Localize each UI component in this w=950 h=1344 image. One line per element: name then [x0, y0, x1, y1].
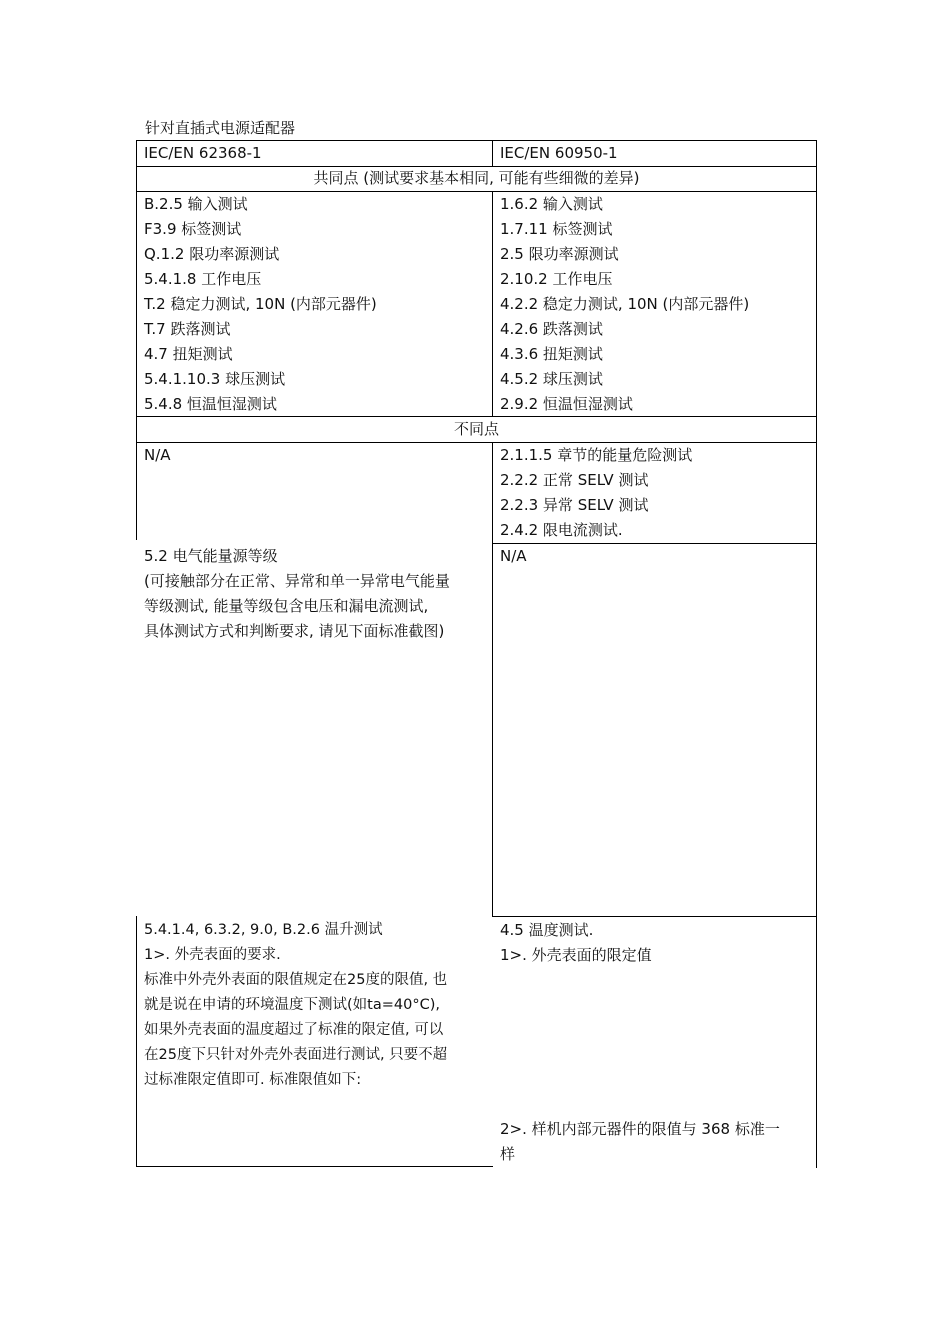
- diff3-right-sub1: 1>. 外壳表面的限定值: [500, 946, 652, 964]
- row-divider-right: [492, 916, 817, 917]
- list-item: 2.9.2 恒温恒湿测试: [500, 395, 633, 413]
- diff3-left-title: 5.4.1.4, 6.3.2, 9.0, B.2.6 温升测试: [144, 922, 383, 938]
- table-border-left-lower: [136, 916, 137, 1167]
- list-item: 4.7 扭矩测试: [144, 345, 233, 363]
- column-divider: [492, 442, 493, 917]
- table-border-bottom-left: [136, 1166, 493, 1167]
- list-item: T.7 跌落测试: [144, 320, 231, 338]
- body-line: 就是说在申请的环境温度下测试(如ta=40°C),: [144, 997, 440, 1013]
- body-line: 2>. 样机内部元器件的限值与 368 标准一: [500, 1120, 780, 1138]
- common-section-label: 共同点 (测试要求基本相同, 可能有些细微的差异): [313, 169, 640, 187]
- table-border-right: [816, 140, 817, 1168]
- diff3-left-body: [144, 943, 489, 1093]
- common-left-list: [144, 192, 377, 417]
- diff2-right: N/A: [500, 547, 527, 565]
- body-line: 如果外壳表面的温度超过了标准的限定值, 可以: [144, 1022, 444, 1038]
- diff2-left-title: 5.2 电气能量源等级: [144, 547, 278, 565]
- list-item: 4.3.6 扭矩测试: [500, 345, 603, 363]
- body-line: 过标准限定值即可. 标准限值如下:: [144, 1072, 362, 1088]
- list-item: 2.2.3 异常 SELV 测试: [500, 496, 649, 514]
- diff-section-label: 不同点: [453, 420, 499, 438]
- body-line: 在25度下只针对外壳外表面进行测试, 只要不超: [144, 1047, 448, 1063]
- page-title: 针对直插式电源适配器: [145, 119, 296, 137]
- list-item: 5.4.1.10.3 球压测试: [144, 370, 286, 388]
- table-border-left: [136, 140, 137, 540]
- list-item: 1.7.11 标签测试: [500, 220, 613, 238]
- row-divider-right: [492, 543, 817, 544]
- body-line: 标准中外壳外表面的限值规定在25度的限值, 也: [144, 972, 448, 988]
- list-item: Q.1.2 限功率源测试: [144, 245, 280, 263]
- column-divider: [492, 140, 493, 167]
- body-line: 1>. 外壳表面的要求.: [144, 947, 281, 963]
- body-line: 具体测试方式和判断要求, 请见下面标准截图): [144, 622, 445, 640]
- header-right: IEC/EN 60950-1: [500, 144, 618, 162]
- column-divider: [492, 191, 493, 417]
- body-line: 样: [500, 1145, 516, 1163]
- list-item: 4.2.6 跌落测试: [500, 320, 603, 338]
- header-left: IEC/EN 62368-1: [144, 144, 262, 162]
- diff3-right-sub2: [500, 1117, 780, 1167]
- common-right-list: [500, 192, 749, 417]
- diff3-right-title: 4.5 温度测试.: [500, 921, 594, 939]
- diff1-left: N/A: [144, 446, 171, 464]
- list-item: 2.4.2 限电流测试.: [500, 521, 623, 539]
- diff1-right-list: [500, 443, 692, 543]
- body-line: (可接触部分在正常、异常和单一异常电气能量: [144, 572, 450, 590]
- list-item: 2.10.2 工作电压: [500, 270, 613, 288]
- list-item: 5.4.1.8 工作电压: [144, 270, 262, 288]
- list-item: 4.2.2 稳定力测试, 10N (内部元器件): [500, 295, 750, 313]
- list-item: 1.6.2 输入测试: [500, 195, 603, 213]
- list-item: B.2.5 输入测试: [144, 195, 248, 213]
- list-item: T.2 稳定力测试, 10N (内部元器件): [144, 295, 377, 313]
- row-divider: [136, 442, 817, 443]
- list-item: 2.2.2 正常 SELV 测试: [500, 471, 649, 489]
- list-item: 2.5 限功率源测试: [500, 245, 619, 263]
- list-item: 5.4.8 恒温恒湿测试: [144, 395, 277, 413]
- list-item: 2.1.1.5 章节的能量危险测试: [500, 446, 693, 464]
- list-item: F3.9 标签测试: [144, 220, 242, 238]
- body-line: 等级测试, 能量等级包含电压和漏电流测试,: [144, 597, 429, 615]
- list-item: 4.5.2 球压测试: [500, 370, 603, 388]
- diff2-left-body: [144, 569, 450, 644]
